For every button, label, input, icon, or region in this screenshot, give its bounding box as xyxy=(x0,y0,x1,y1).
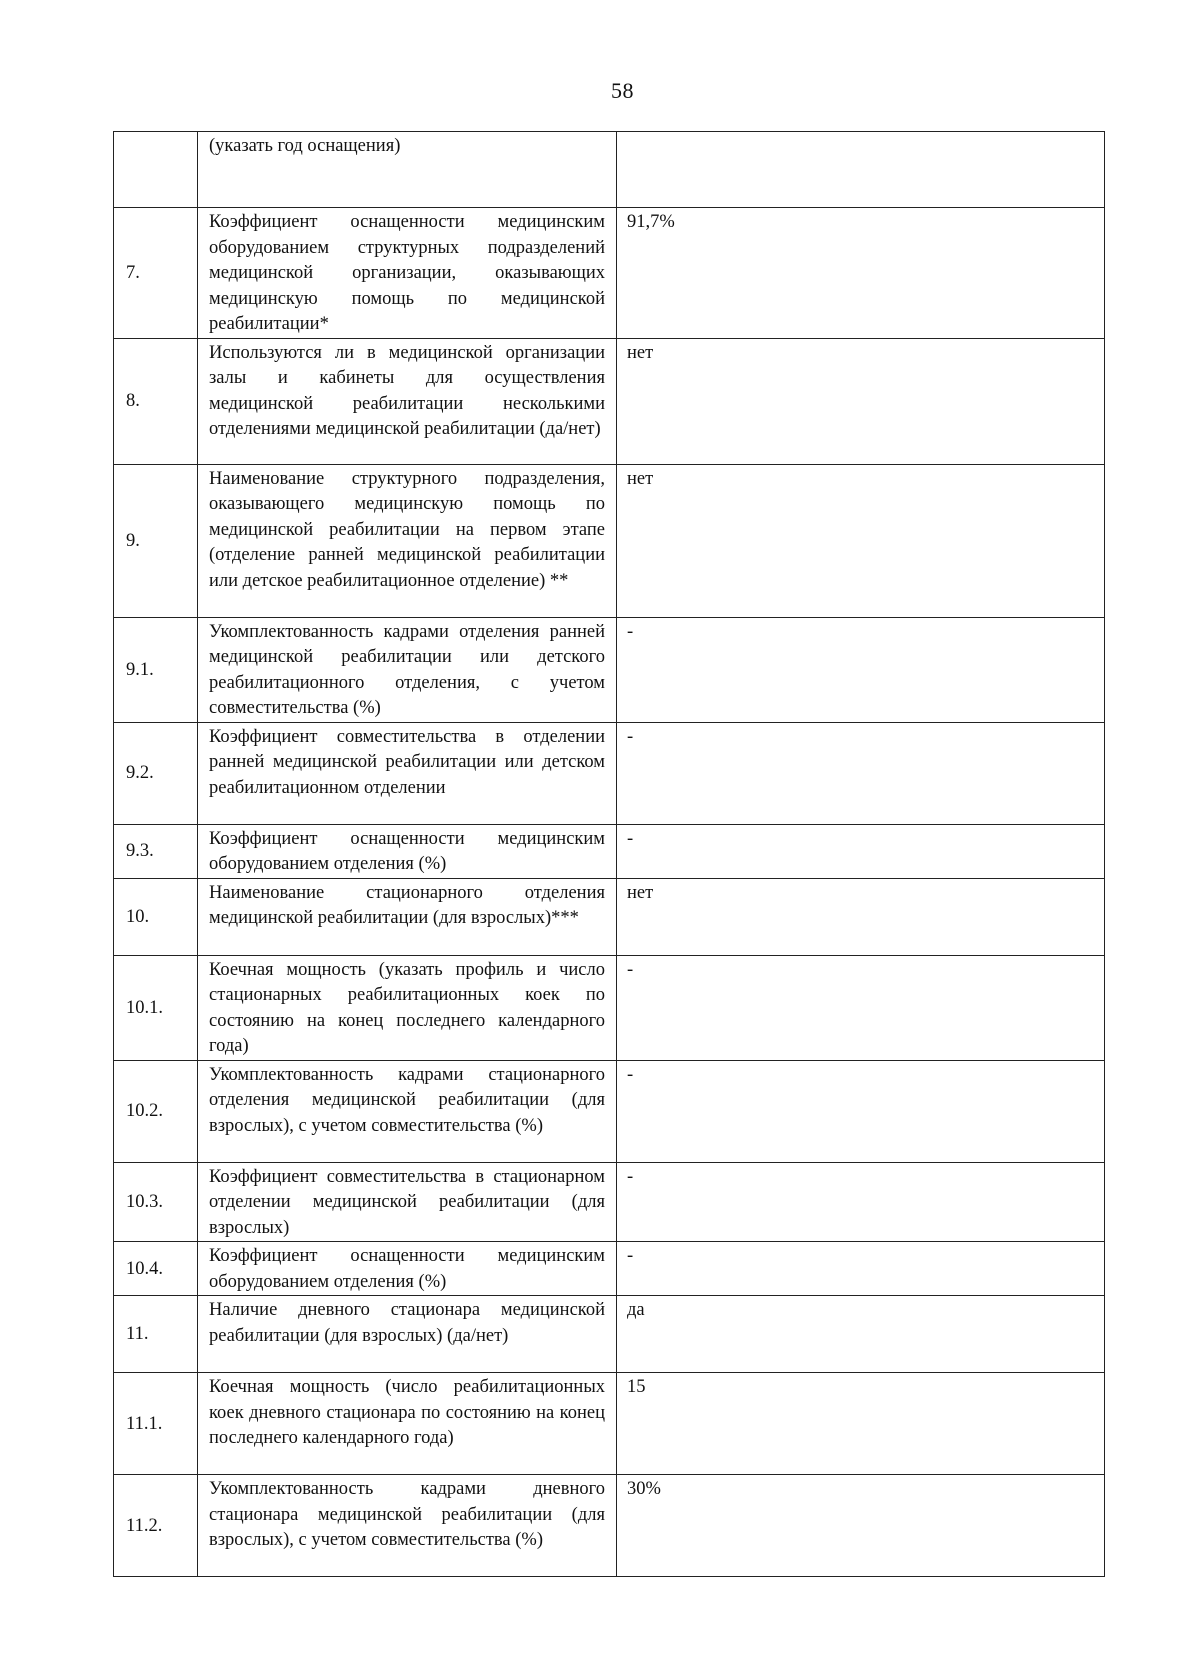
row-indicator: (указать год оснащения) xyxy=(198,132,617,208)
row-value: 30% xyxy=(617,1475,1105,1577)
row-value: - xyxy=(617,617,1105,722)
row-value xyxy=(617,132,1105,208)
row-indicator: Коэффициент оснащенности медицинским оборудованием отделения (%) xyxy=(198,1242,617,1296)
table-row xyxy=(114,132,1105,208)
row-number: 11.2. xyxy=(114,1475,198,1577)
row-indicator: Коэффициент совместительства в стационарном отделении медицинской реабилитации (для взрослых) xyxy=(198,1162,617,1242)
row-value: - xyxy=(617,1060,1105,1162)
row-number: 7. xyxy=(114,208,198,339)
row-value: - xyxy=(617,722,1105,824)
row-value: нет xyxy=(617,878,1105,955)
row-value: нет xyxy=(617,464,1105,617)
row-value: да xyxy=(617,1296,1105,1373)
indicators-table xyxy=(113,131,1105,1577)
row-number: 9.1. xyxy=(114,617,198,722)
row-indicator: Коечная мощность (указать профиль и число стационарных реабилитационных коек по состоянию на конец последнего календарного года) xyxy=(198,955,617,1060)
row-indicator: Наименование стационарного отделения медицинской реабилитации (для взрослых)*** xyxy=(198,878,617,955)
table-row xyxy=(114,722,1105,824)
row-number: 9. xyxy=(114,464,198,617)
table-row xyxy=(114,1162,1105,1242)
row-indicator: Укомплектованность кадрами дневного стационара медицинской реабилитации (для взрослых), с учетом совместительства (%) xyxy=(198,1475,617,1577)
row-indicator: Коэффициент оснащенности медицинским оборудованием структурных подразделений медицинской организации, оказывающих медицинскую помощь по медицинской реабилитации* xyxy=(198,208,617,339)
table-row xyxy=(114,1242,1105,1296)
row-number: 10.4. xyxy=(114,1242,198,1296)
row-value: 91,7% xyxy=(617,208,1105,339)
row-number: 9.3. xyxy=(114,824,198,878)
row-value: - xyxy=(617,1162,1105,1242)
table-row xyxy=(114,338,1105,464)
row-indicator: Укомплектованность кадрами стационарного отделения медицинской реабилитации (для взрослых), с учетом совместительства (%) xyxy=(198,1060,617,1162)
row-number: 9.2. xyxy=(114,722,198,824)
table-row xyxy=(114,1296,1105,1373)
row-indicator: Наименование структурного подразделения, оказывающего медицинскую помощь по медицинской реабилитации на первом этапе (отделение ранней медицинской реабилитации или детское реабилитационное отделение) ** xyxy=(198,464,617,617)
row-number xyxy=(114,132,198,208)
table-row xyxy=(114,878,1105,955)
row-number: 8. xyxy=(114,338,198,464)
row-value: - xyxy=(617,824,1105,878)
row-indicator: Коечная мощность (число реабилитационных коек дневного стационара по состоянию на конец последнего календарного года) xyxy=(198,1373,617,1475)
row-number: 11. xyxy=(114,1296,198,1373)
row-value: нет xyxy=(617,338,1105,464)
row-number: 10.2. xyxy=(114,1060,198,1162)
table-body xyxy=(114,132,1105,1577)
row-value: - xyxy=(617,955,1105,1060)
table-row xyxy=(114,1060,1105,1162)
row-number: 10.3. xyxy=(114,1162,198,1242)
row-indicator: Наличие дневного стационара медицинской реабилитации (для взрослых) (да/нет) xyxy=(198,1296,617,1373)
row-value: - xyxy=(617,1242,1105,1296)
row-indicator: Коэффициент совместительства в отделении ранней медицинской реабилитации или детском реабилитационном отделении xyxy=(198,722,617,824)
table-row xyxy=(114,208,1105,339)
row-value: 15 xyxy=(617,1373,1105,1475)
row-indicator: Используются ли в медицинской организации залы и кабинеты для осуществления медицинской реабилитации несколькими отделениями медицинской реабилитации (да/нет) xyxy=(198,338,617,464)
row-number: 10. xyxy=(114,878,198,955)
table-row xyxy=(114,824,1105,878)
table-row xyxy=(114,1373,1105,1475)
page-number: 58 xyxy=(611,78,634,103)
table-row xyxy=(114,464,1105,617)
row-indicator: Коэффициент оснащенности медицинским оборудованием отделения (%) xyxy=(198,824,617,878)
row-indicator: Укомплектованность кадрами отделения ранней медицинской реабилитации или детского реабилитационного отделения, с учетом совместительства (%) xyxy=(198,617,617,722)
table-row xyxy=(114,1475,1105,1577)
row-number: 11.1. xyxy=(114,1373,198,1475)
table-row xyxy=(114,617,1105,722)
table-row xyxy=(114,955,1105,1060)
row-number: 10.1. xyxy=(114,955,198,1060)
